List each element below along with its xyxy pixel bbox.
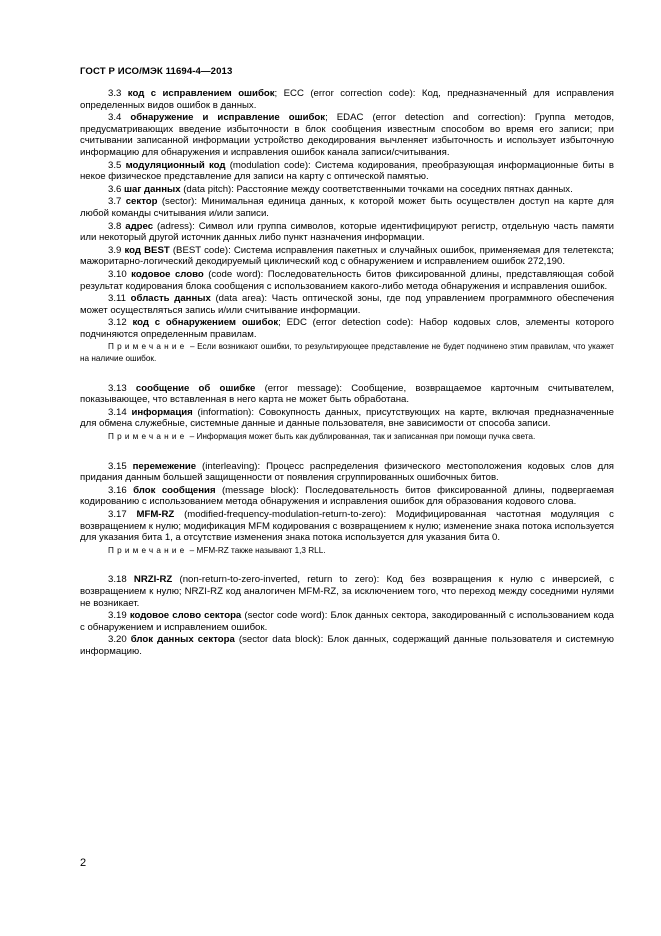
term-name: адрес [125, 220, 154, 232]
document-header: ГОСТ Р ИСО/МЭК 11694-4—2013 [80, 66, 233, 77]
note-text: – MFM-RZ также называют 1,3 RLL. [187, 545, 326, 555]
note-label: Примечание [108, 432, 188, 442]
term-definition [80, 160, 614, 183]
term-text: (message block): Последовательность битов фиксированной длины, подвергаемая кодированию с использованием метода обнаружения и исправления ошибок для образования кодового слова. [80, 484, 614, 508]
term-name: кодовое слово сектора [129, 610, 242, 622]
term-name: NRZI-RZ [133, 574, 173, 586]
page-number: 2 [80, 857, 87, 869]
term-definition [80, 574, 614, 609]
term-name: код с обнаружением ошибок [132, 317, 279, 329]
term-definition [80, 485, 614, 508]
term-text: ; EDC (error detection code): Набор кодовых слов, элементы которого подчиняются определенным правилам. [80, 317, 614, 340]
term-name: сектор [125, 196, 158, 208]
term-name: код BEST [124, 244, 170, 256]
term-number: 3.9 [108, 244, 122, 256]
term-name: перемежение [132, 460, 197, 472]
term-number: 3.10 [108, 268, 127, 280]
term-definition [80, 610, 614, 633]
term-definition [80, 461, 614, 484]
term-text: ; EDAC (error detection and correction): Группа методов, предусматривающих введение избыточности в блок сообщения известным способом во время его записи; при считывании записанной информации устройство декодирования вычленяет избыточность и использует избыточную информацию для обнаружения и исправления ошибок канала записи/считывания. [80, 112, 614, 158]
note-label: Примечание [108, 342, 188, 352]
section-gap [80, 366, 614, 383]
section-gap [80, 557, 614, 574]
term-text: (adress): Символ или группа символов, которые идентифицируют регистр, отдельную часть памяти или некоторый другой источник данных либо пункт назначения информации. [80, 220, 614, 244]
term-text: (sector code word): Блок данных сектора, закодированный с использованием кода с обнаружением и исправлением ошибок. [80, 610, 615, 633]
term-number: 3.14 [108, 406, 127, 418]
term-text: (non-return-to-zero-inverted, return to zero): Код без возвращения к нулю с инверсией, с возвращением к нулю; NRZI-RZ код аналогичен MFM-RZ, за исключением того, что переход между соседними нулями не возникает. [80, 574, 614, 609]
term-name: MFM-RZ [136, 509, 175, 520]
term-name: блок сообщения [133, 484, 216, 496]
term-text: (modified-frequency-modulation-return-to-zero): Модифицированная частотная модуляция с возвращением к нулю; модификация MFM кодирования с возвращением к нулю; изменение знака потока используется для указания бита 1, а отсутствие изменения знака потока используется для указания бита 0. [80, 509, 614, 544]
term-number: 3.3 [108, 88, 122, 99]
term-number: 3.6 [108, 183, 122, 195]
note-label: Примечание [108, 545, 188, 555]
term-definition [80, 509, 614, 544]
term-name: информация [131, 406, 193, 418]
term-definition [80, 221, 614, 244]
term-definition [80, 184, 614, 196]
term-number: 3.4 [108, 112, 122, 124]
term-number: 3.20 [108, 634, 127, 646]
term-text: (modulation code): Система кодирования, преобразующая информационные биты в некое физическое представление для записи на карту с оптической памятью. [80, 159, 615, 183]
term-number: 3.18 [108, 574, 127, 586]
note [80, 341, 614, 364]
term-number: 3.16 [108, 484, 127, 496]
term-text: (sector data block): Блок данных, содержащий данные пользователя и системную информацию. [80, 634, 614, 657]
term-text: (data pitch): Расстояние между соответственными точками на соседних пятнах данных. [180, 183, 573, 195]
term-text: (information): Совокупность данных, присутствующих на карте, включая предназначенные для обмена служебные, системные данные и данные пользователя, вне зависимости от способа записи. [80, 406, 614, 430]
term-text: (error message): Сообщение, возвращаемое карточным считывателем, показывающее, что вставленная в него карта не может быть обработана. [80, 382, 614, 406]
term-number: 3.15 [108, 460, 127, 472]
term-name: кодовое слово [131, 268, 204, 280]
term-definition [80, 383, 614, 406]
term-number: 3.8 [108, 220, 122, 232]
term-definition [80, 112, 614, 158]
term-text: (interleaving): Процесс распределения физического местоположения кодовых слов для придания данным большей защищенности от появления сгруппированных ошибочных битов. [80, 460, 614, 484]
term-definition [80, 269, 614, 292]
term-number: 3.13 [108, 382, 127, 394]
term-number: 3.7 [108, 196, 122, 208]
note [80, 431, 614, 443]
term-number: 3.19 [108, 610, 127, 622]
term-name: сообщение об ошибке [135, 382, 256, 394]
term-name: модуляционный код [125, 159, 226, 171]
term-text: (data area): Часть оптической зоны, где под управлением программного обеспечения может осуществляться запись и/или считывание информации. [80, 293, 615, 316]
term-number: 3.17 [108, 509, 127, 520]
term-definition [80, 634, 614, 657]
term-definition [80, 317, 614, 340]
term-text: (BEST code): Система исправления пакетных и случайных ошибок, применяемая для телетекста; мажоритарно-логический декодируемый циклический код с обнаружением и исправлением ошибок 272,190. [80, 244, 614, 268]
term-number: 3.11 [108, 293, 126, 305]
term-name: блок данных сектора [130, 634, 235, 646]
document-body [80, 88, 614, 659]
term-definition [80, 245, 614, 268]
term-definition [80, 88, 614, 111]
term-definition [80, 293, 614, 316]
term-definition [80, 407, 614, 430]
note-text: – Информация может быть как дублированная, так и записанная при помощи пучка света. [187, 432, 536, 442]
term-definition [80, 196, 614, 219]
term-text: (code word): Последовательность битов фиксированной длины, представляющая собой результат кодирования блока сообщения с использованием какого-либо метода обнаружения и исправления ошибок. [80, 268, 614, 292]
term-text: ; ECC (error correction code): Код, предназначенный для исправления определенных видов ошибок в данных. [80, 88, 614, 111]
term-number: 3.12 [108, 317, 127, 329]
term-number: 3.5 [108, 159, 122, 171]
section-gap [80, 444, 614, 461]
note [80, 545, 614, 557]
term-name: обнаружение и исправление ошибок [130, 112, 326, 124]
term-name: шаг данных [124, 183, 181, 195]
term-name: область данных [130, 293, 211, 305]
note-text: – Если возникают ошибки, то результирующее представление не будет подчинено этим правилам, что укажет на наличие ошибок. [80, 342, 614, 364]
term-text: (sector): Минимальная единица данных, к которой может быть осуществлен доступ на карте для любой команды считывания и/или записи. [80, 196, 614, 219]
term-name: код с исправлением ошибок [127, 88, 275, 99]
